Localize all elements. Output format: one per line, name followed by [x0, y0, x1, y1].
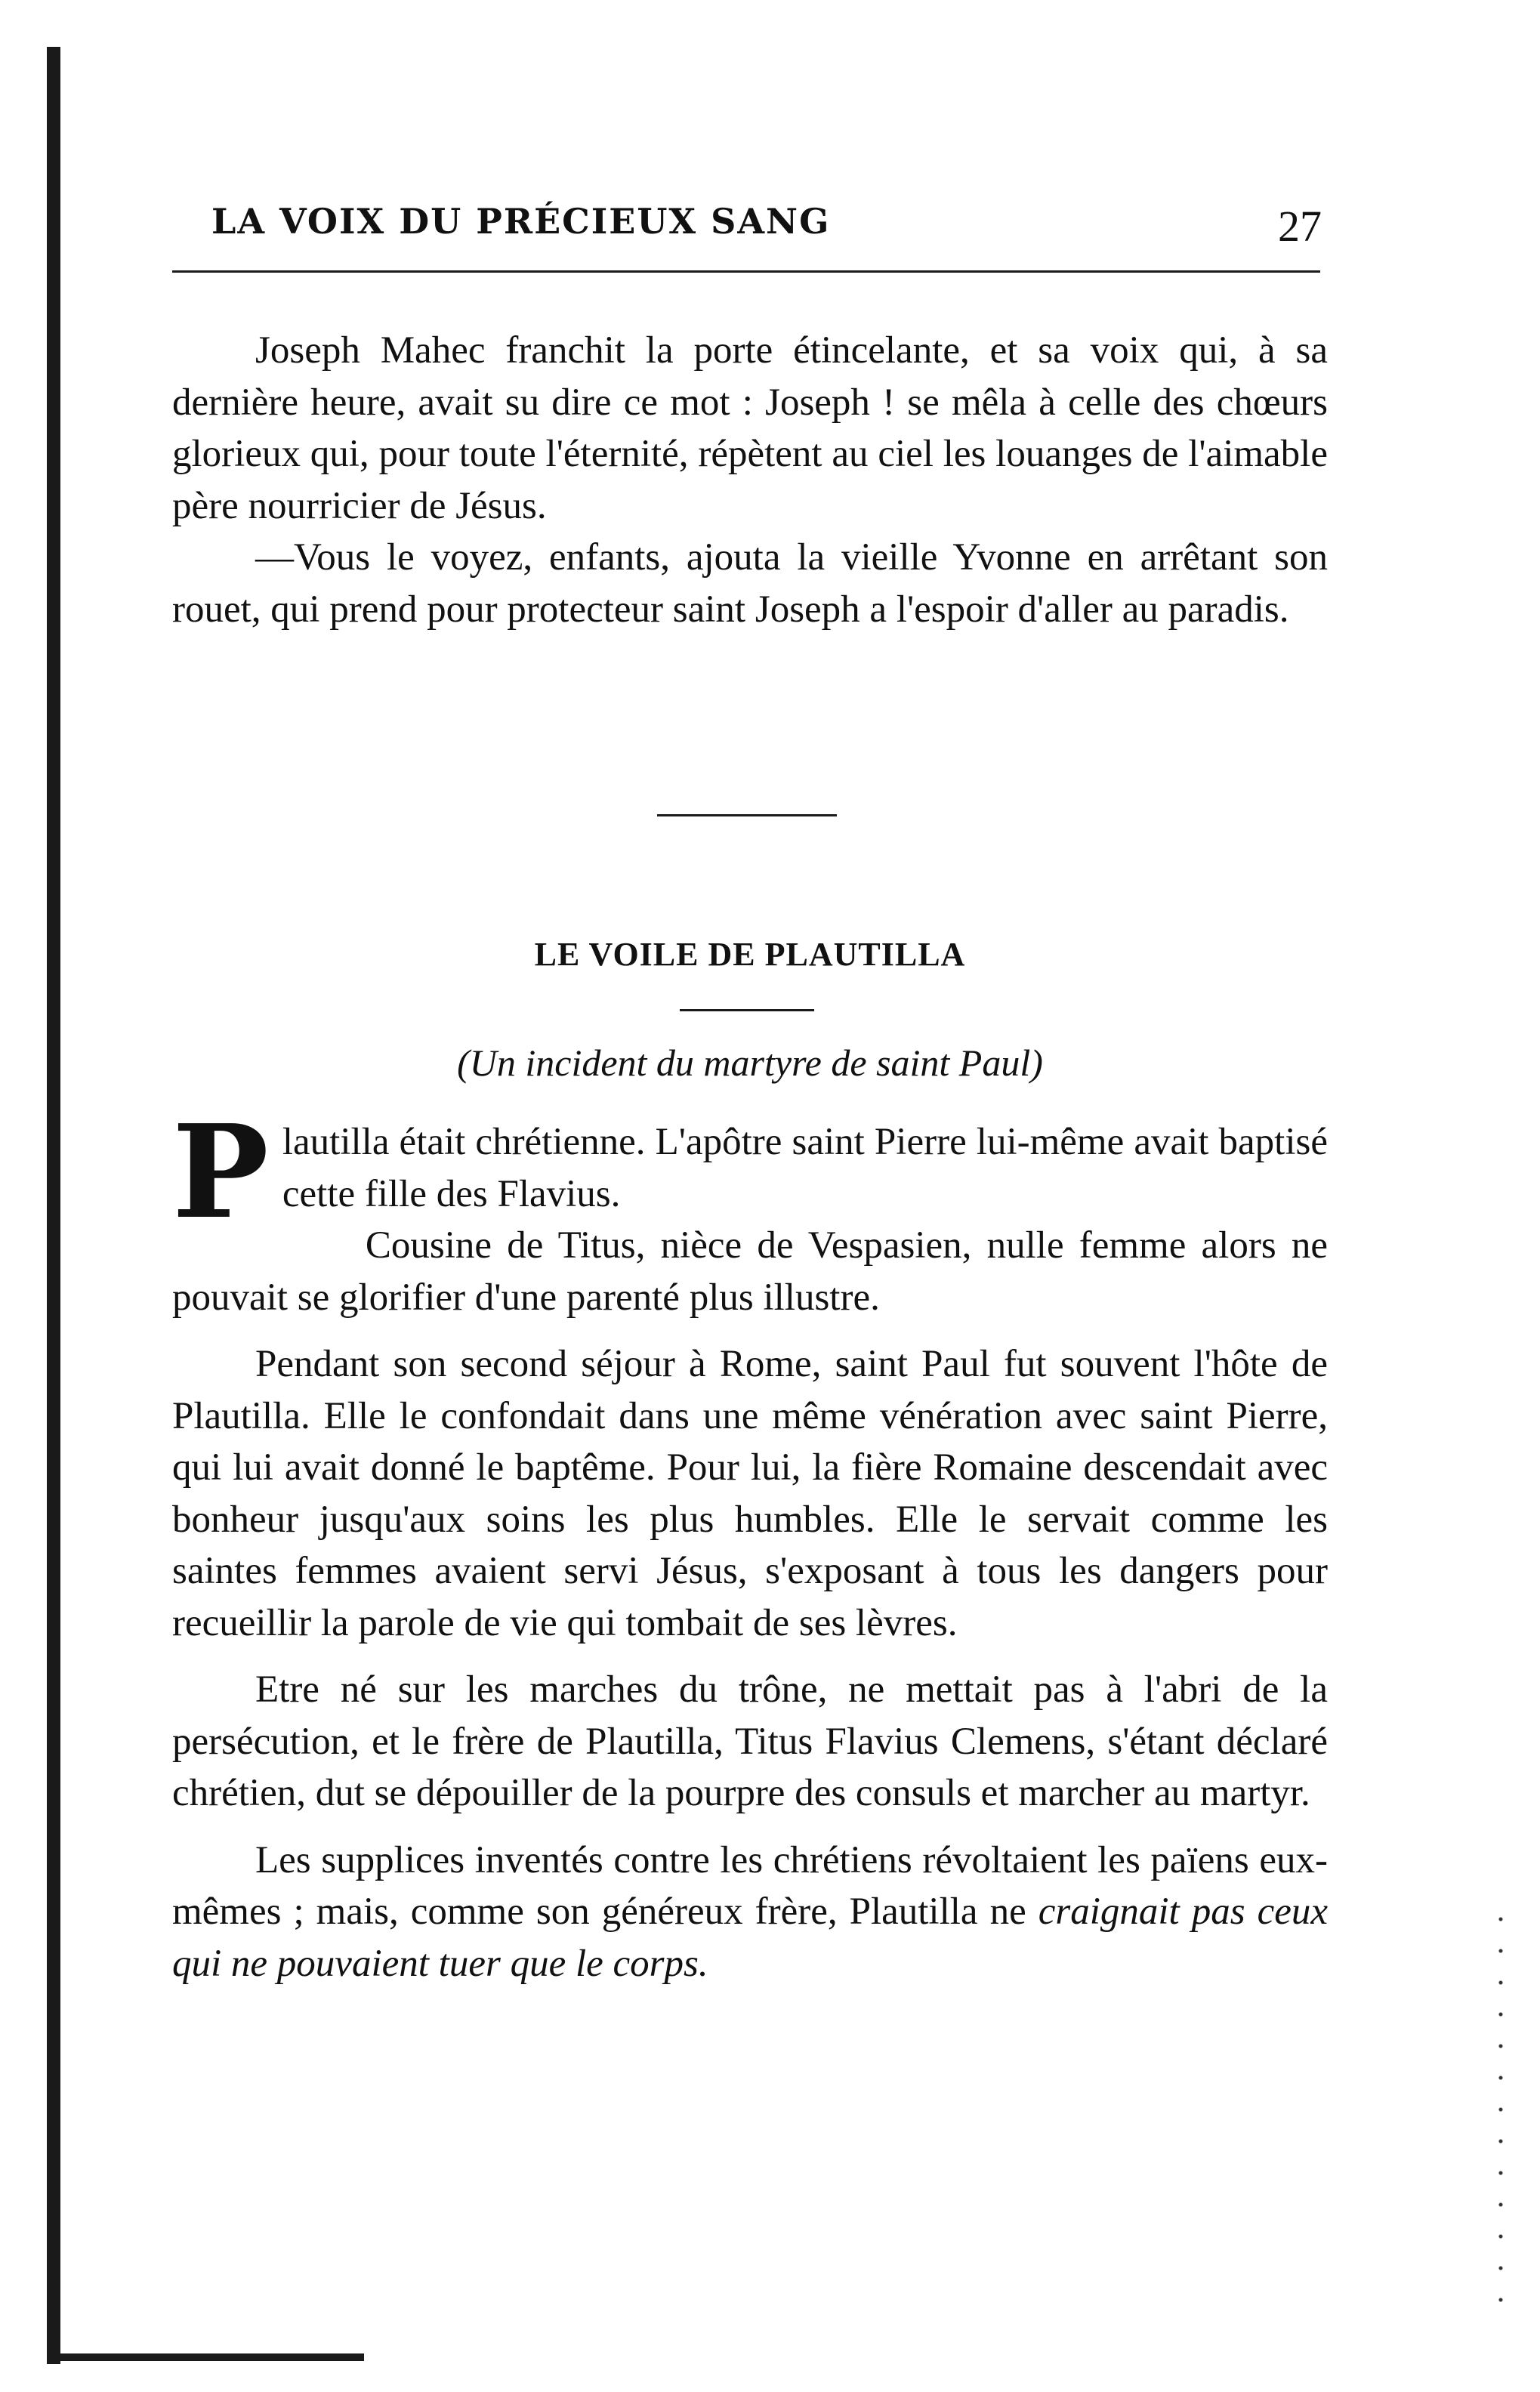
- paragraph: Cousine de Titus, nièce de Vespasien, nulle femme alors ne pouvait se glorifier d'une parenté plus illustre.: [172, 1224, 1328, 1319]
- paragraph-text: Les supplices inventés contre les chrétiens révoltaient les païens eux-mêmes ; mais, comme son généreux frère, Plautilla ne: [172, 1838, 1328, 1933]
- running-title: LA VOIX DU PRÉCIEUX SANG: [211, 201, 831, 242]
- header-rule: [172, 270, 1320, 273]
- page-number: 27: [1278, 202, 1322, 251]
- paragraph: Joseph Mahec franchit la porte étincelante, et sa voix qui, à sa dernière heure, avait su dire ce mot : Joseph ! se mêla à celle des chœurs glorieux qui, pour toute l'éternité, répètent au ciel les louanges de l'aimable père nourricier de Jésus.: [172, 329, 1328, 527]
- paragraph: Etre né sur les marches du trône, ne mettait pas à l'abri de la persécution, et le frère de Plautilla, Titus Flavius Clemens, s'étant déclaré chrétien, dut se dépouiller de la pourpre des consuls et marcher au martyr.: [172, 1668, 1328, 1814]
- paragraph-text: lautilla était chrétienne. L'apôtre saint Pierre lui-même avait baptisé cette fille des Flavius.: [282, 1121, 1328, 1215]
- paragraph: [172, 1835, 1328, 1990]
- italic-phrase: craignait pas ceux qui ne pouvaient tuer que le corps.: [172, 1890, 1328, 1985]
- paragraph-with-dropcap: [172, 1097, 1328, 1248]
- section-subtitle: [172, 1041, 1328, 1085]
- paragraph: Pendant son second séjour à Rome, saint Paul fut souvent l'hôte de Plautilla. Elle le confondait dans une même vénération avec saint Pierre, qui lui avait donné le baptême. Pour lui, la fière Romaine descendait avec bonheur jusqu'aux soins les plus humbles. Elle le servait comme les saintes femmes avaient servi Jésus, s'exposant à tous les dangers pour recueillir la parole de vie qui tombait de ses lèvres.: [172, 1343, 1328, 1644]
- section-separator-rule: [657, 814, 837, 816]
- drop-cap: P: [172, 1097, 269, 1248]
- section-title: LE VOILE DE PLAUTILLA: [534, 936, 966, 973]
- page-spine-shadow: [47, 47, 60, 2364]
- paragraph: —Vous le voyez, enfants, ajouta la vieille Yvonne en arrêtant son rouet, qui prend pour protecteur saint Joseph a l'espoir d'aller au paradis.: [172, 536, 1328, 631]
- subtitle-text: (Un incident du martyre de saint Paul): [457, 1042, 1043, 1084]
- title-underline-rule: [680, 1009, 814, 1011]
- article-body: [172, 1097, 1328, 1989]
- margin-specks: [1498, 1903, 1504, 2326]
- page-bottom-edge: [47, 2353, 364, 2361]
- running-header: [211, 198, 1322, 258]
- continued-text: [172, 325, 1328, 635]
